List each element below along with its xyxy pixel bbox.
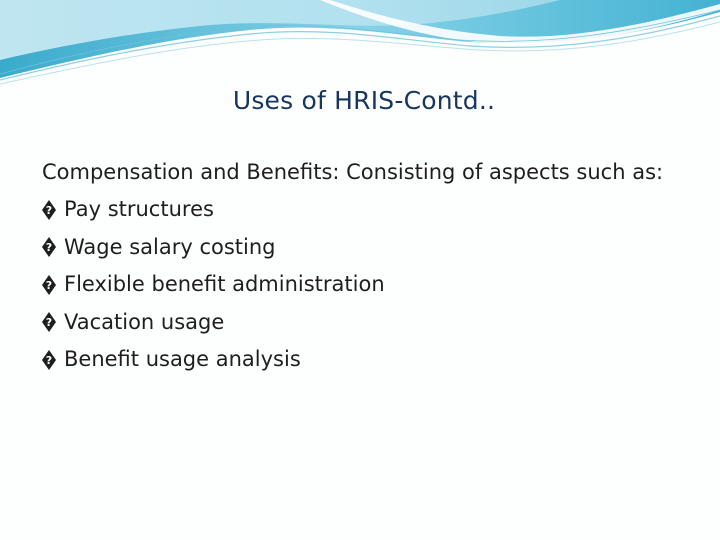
bullet-label: Benefit usage analysis (64, 347, 301, 371)
header-wave-decoration (0, 0, 720, 90)
svg-text:?: ? (45, 203, 53, 217)
replacement-char-icon (42, 200, 56, 220)
svg-text:?: ? (45, 353, 53, 367)
bullet-label: Pay structures (64, 197, 214, 221)
list-item (42, 341, 702, 379)
replacement-char-icon (42, 237, 56, 257)
slide-body (42, 154, 702, 379)
bullet-label: Flexible benefit administration (64, 272, 385, 296)
replacement-char-icon (42, 275, 56, 295)
svg-text:?: ? (45, 241, 53, 255)
replacement-char-icon (42, 312, 56, 332)
list-item (42, 304, 702, 342)
bullet-list (42, 191, 702, 379)
svg-text:?: ? (45, 278, 53, 292)
list-item (42, 266, 702, 304)
svg-text:?: ? (45, 316, 53, 330)
slide-title: Uses of HRIS-Contd.. (232, 86, 496, 115)
list-item (42, 191, 702, 229)
bullet-label: Wage salary costing (64, 234, 276, 259)
bullet-label: Vacation usage (64, 309, 225, 334)
replacement-char-icon (42, 350, 56, 370)
intro-text: Compensation and Benefits: Consisting of aspects such as: (42, 160, 664, 184)
list-item (42, 229, 702, 267)
